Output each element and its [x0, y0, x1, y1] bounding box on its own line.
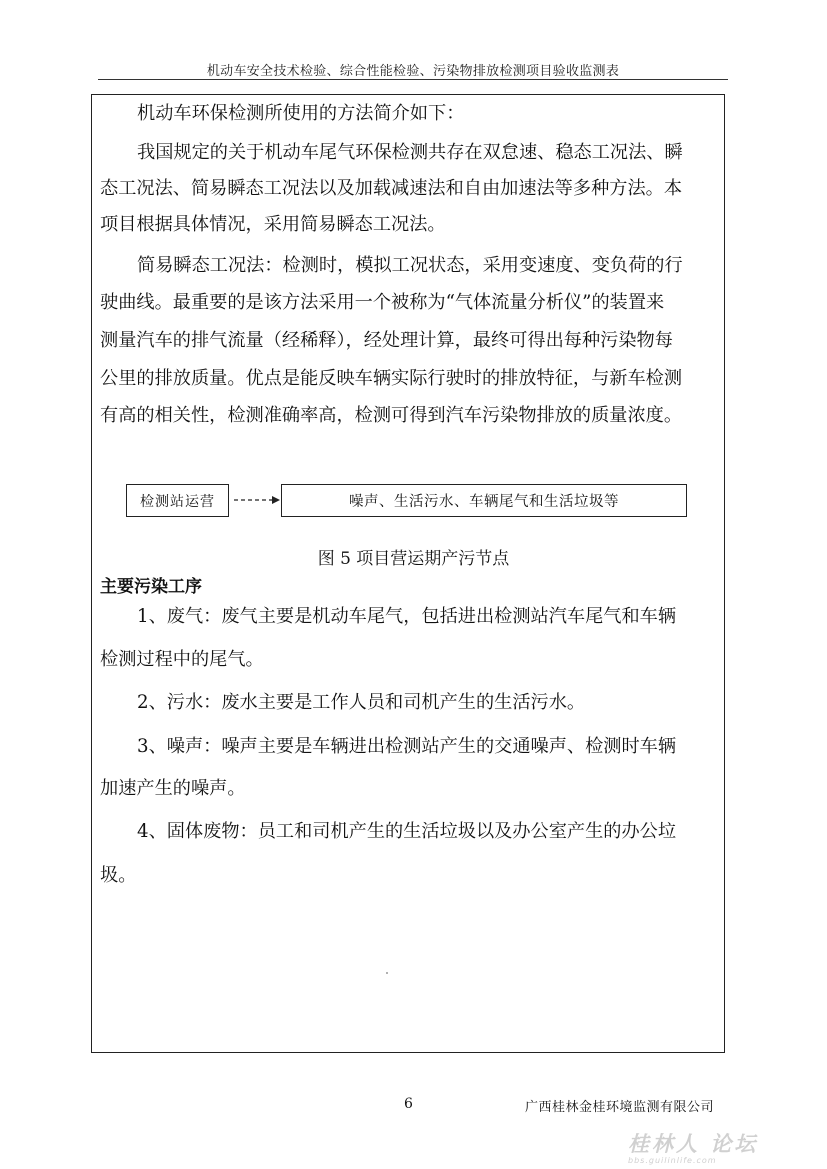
figure-caption: 图 5 项目营运期产污节点: [317, 549, 510, 569]
para2-line: 有高的相关性，检测准确率高，检测可得到汽车污染物排放的质量浓度。: [100, 405, 683, 426]
watermark: [628, 1128, 778, 1164]
list-item: 圾。: [100, 865, 137, 886]
company-name: 广西桂林金桂环境监测有限公司: [525, 1100, 715, 1115]
para2-line: 驶曲线。最重要的是该方法采用一个被称为“气体流量分析仪”的装置来: [100, 292, 665, 313]
header-rule: [98, 79, 728, 80]
section-title: 主要污染工序: [100, 577, 202, 597]
para1-line: 我国规定的关于机动车尾气环保检测共存在双怠速、稳态工况法、瞬: [137, 142, 683, 163]
para1-line: 态工况法、简易瞬态工况法以及加载减速法和自由加速法等多种方法。本: [100, 178, 683, 199]
list-item: 2、污水：废水主要是工作人员和司机产生的生活污水。: [137, 692, 586, 713]
page-number: 6: [404, 1096, 413, 1112]
stray-dot: [386, 972, 388, 974]
list-item: 3、噪声：噪声主要是车辆进出检测站产生的交通噪声、检测时车辆: [137, 736, 677, 757]
list-item: 4、固体废物：员工和司机产生的生活垃圾以及办公室产生的办公垃: [137, 821, 677, 842]
para2-line: 公里的排放质量。优点是能反映车辆实际行驶时的排放特征，与新车检测: [100, 368, 683, 389]
flow-output-box: 噪声、生活污水、车辆尾气和生活垃圾等: [281, 484, 687, 517]
flow-source-box: 检测站运营: [126, 484, 229, 517]
list-item: 1、废气：废气主要是机动车尾气，包括进出检测站汽车尾气和车辆: [137, 606, 677, 627]
flow-arrow: [232, 493, 282, 507]
watermark-main: 桂林人 论坛: [628, 1132, 759, 1156]
para1-line: 项目根据具体情况，采用简易瞬态工况法。: [100, 214, 446, 235]
watermark-sub: bbs.guilinlife.com: [628, 1156, 717, 1165]
running-header: 机动车安全技术检验、综合性能检验、污染物排放检测项目验收监测表: [206, 64, 620, 79]
list-item: 加速产生的噪声。: [100, 778, 246, 799]
intro-line: 机动车环保检测所使用的方法简介如下：: [137, 103, 465, 124]
para2-line: 简易瞬态工况法：检测时，模拟工况状态，采用变速度、变负荷的行: [137, 255, 683, 276]
para2-line: 测量汽车的排气流量（经稀释），经处理计算，最终可得出每种污染物每: [100, 330, 673, 351]
list-item: 检测过程中的尾气。: [100, 649, 264, 670]
